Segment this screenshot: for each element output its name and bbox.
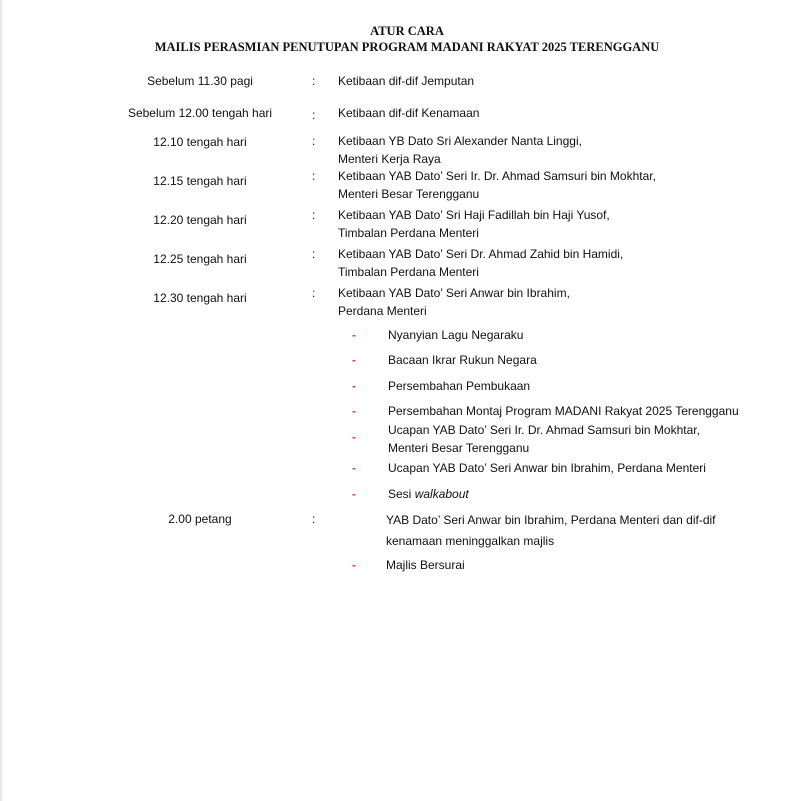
schedule-description: Ketibaan dif-dif Jemputan [338,74,475,88]
program-item-text: Persembahan Pembukaan [388,379,531,393]
document-header [0,23,807,55]
schedule-time: 2.00 petang [168,512,232,526]
schedule-description: Ketibaan dif-dif Kenamaan [338,106,480,120]
separator-colon: : [312,247,316,261]
bullet-dash: - [352,487,356,501]
schedule-time: Sebelum 12.00 tengah hari [127,106,273,120]
program-item-text: Majlis Bersurai [386,558,465,572]
schedule-description: YAB Dato’ Seri Anwar bin Ibrahim, Perdana Menteri dan dif-dif kenamaan meninggalkan majlis [386,513,716,548]
separator-colon: : [312,108,316,122]
program-item-text: Ucapan YAB Dato’ Seri Ir. Dr. Ahmad Samsuri bin Mokhtar, Menteri Besar Terengganu [388,423,700,455]
schedule-time: Sebelum 11.30 pagi [147,74,253,88]
schedule-description: Ketibaan YB Dato Sri Alexander Nanta Linggi, Menteri Kerja Raya [338,134,582,166]
separator-colon: : [312,512,316,526]
bullet-dash: - [352,430,356,444]
document-subtitle: MAILIS PERASMIAN PENUTUPAN PROGRAM MADANI RAKYAT 2025 TERENGGANU [154,40,660,54]
program-item-text: Sesi walkabout [388,487,469,501]
bullet-dash: - [352,328,356,342]
document-title: ATUR CARA [370,24,444,38]
separator-colon: : [312,286,316,300]
program-item-text: Bacaan Ikrar Rukun Negara [388,353,537,367]
program-item-text: Ucapan YAB Dato’ Seri Anwar bin Ibrahim, Perdana Menteri [388,461,706,475]
separator-colon: : [312,169,316,183]
bullet-dash: - [352,461,356,475]
schedule-time: 12.10 tengah hari [153,135,247,149]
schedule-description: Ketibaan YAB Dato’ Seri Dr. Ahmad Zahid bin Hamidi, Timbalan Perdana Menteri [338,247,624,279]
schedule-time: 12.20 tengah hari [153,213,247,227]
emphasis-text: walkabout [414,487,469,501]
bullet-dash: - [352,379,356,393]
page-edge [0,0,2,801]
schedule-time: 12.15 tengah hari [153,174,247,188]
bullet-dash: - [352,558,356,572]
schedule-description: Ketibaan YAB Dato’ Seri Anwar bin Ibrahim, Perdana Menteri [338,286,570,318]
program-item-text: Nyanyian Lagu Negaraku [388,328,524,342]
bullet-dash: - [352,353,356,367]
bullet-dash: - [352,404,356,418]
schedule-description: Ketibaan YAB Dato’ Seri Ir. Dr. Ahmad Samsuri bin Mokhtar, Menteri Besar Terengganu [338,169,656,201]
separator-colon: : [312,208,316,222]
program-item-text: Persembahan Montaj Program MADANI Rakyat 2025 Terengganu [388,404,739,418]
separator-colon: : [312,134,316,148]
schedule-time: 12.25 tengah hari [153,252,247,266]
schedule-time: 12.30 tengah hari [153,291,247,305]
schedule-description: Ketibaan YAB Dato’ Sri Haji Fadillah bin Haji Yusof, Timbalan Perdana Menteri [338,208,610,240]
separator-colon: : [312,74,316,88]
